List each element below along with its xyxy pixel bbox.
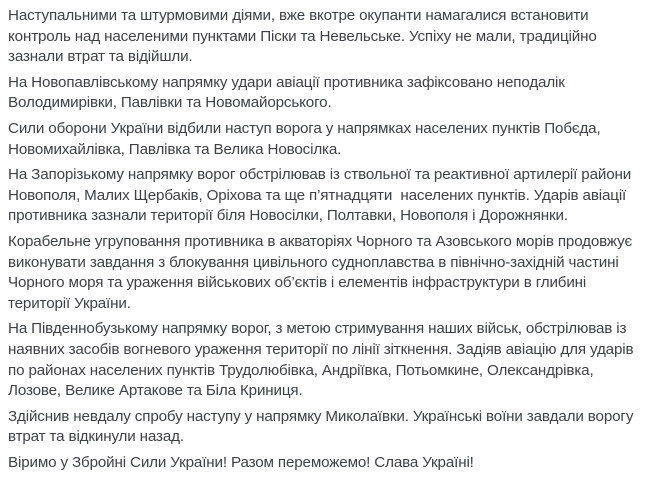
post-paragraph-offensive-actions: Наступальними та штурмовими діями, вже вкотре окупанти намагалися встановити контроль над населеними пунктами Піски та Невельське. Успіху не мали, традиційно зазнали втрат та відійшли. (8, 7, 601, 66)
post-paragraph-zaporizhzhia-direction: На Запорізькому напрямку ворог обстрілював із ствольної та реактивної артилерії райони Новополя, Малих Щербаків, Оріхова та ще п’ятнадцяти населених пунктів. Ударів авіації противника зазнали території біля Новосілки, Полтавки, Новополя і Дорожнянки. (8, 166, 636, 225)
post-paragraph-slogan: Віримо у Збройні Сили України! Разом переможемо! Слава Україні! (8, 453, 474, 471)
post-paragraph-naval-group: Корабельне угруповання противника в акваторіях Чорного та Азовського морів продовжує виконувати завдання з блокування цивільного судноплавства в північно-західній частині Чорного моря та ураження військових об’єктів і елементів інфраструктури в глибині території України. (8, 232, 637, 312)
post-paragraph-pivdennobuzhskyi-direction: На Південнобузькому напрямку ворог, з метою стримування наших військ, обстрілював із наявних засобів вогневого ураження території по лінії зіткнення. Задіяв авіацію для ударів по районах населених пунктів Трудолюбівка, Андріївка, Потьомкине, Олександрівка, Лозове, Велике Артакове та Біла Криниця. (8, 320, 638, 400)
post-paragraph-novopavlivsk-direction: На Новопавлівському напрямку удари авіації противника зафіксовано неподалік Володимирівки, Павлівки та Новомайорського. (8, 73, 569, 112)
post-paragraph-mykolaivka-attempt: Здійснив невдалу спробу наступу у напрямку Миколаївки. Українські воїни завдали ворогу втрат та відкинули назад. (8, 407, 638, 446)
post-paragraph-defence-forces-repelled: Сили оборони України відбили наступ ворога у напрямках населених пунктів Побєда, Новомихайлівка, Павлівка та Велика Новосілка. (8, 119, 605, 158)
